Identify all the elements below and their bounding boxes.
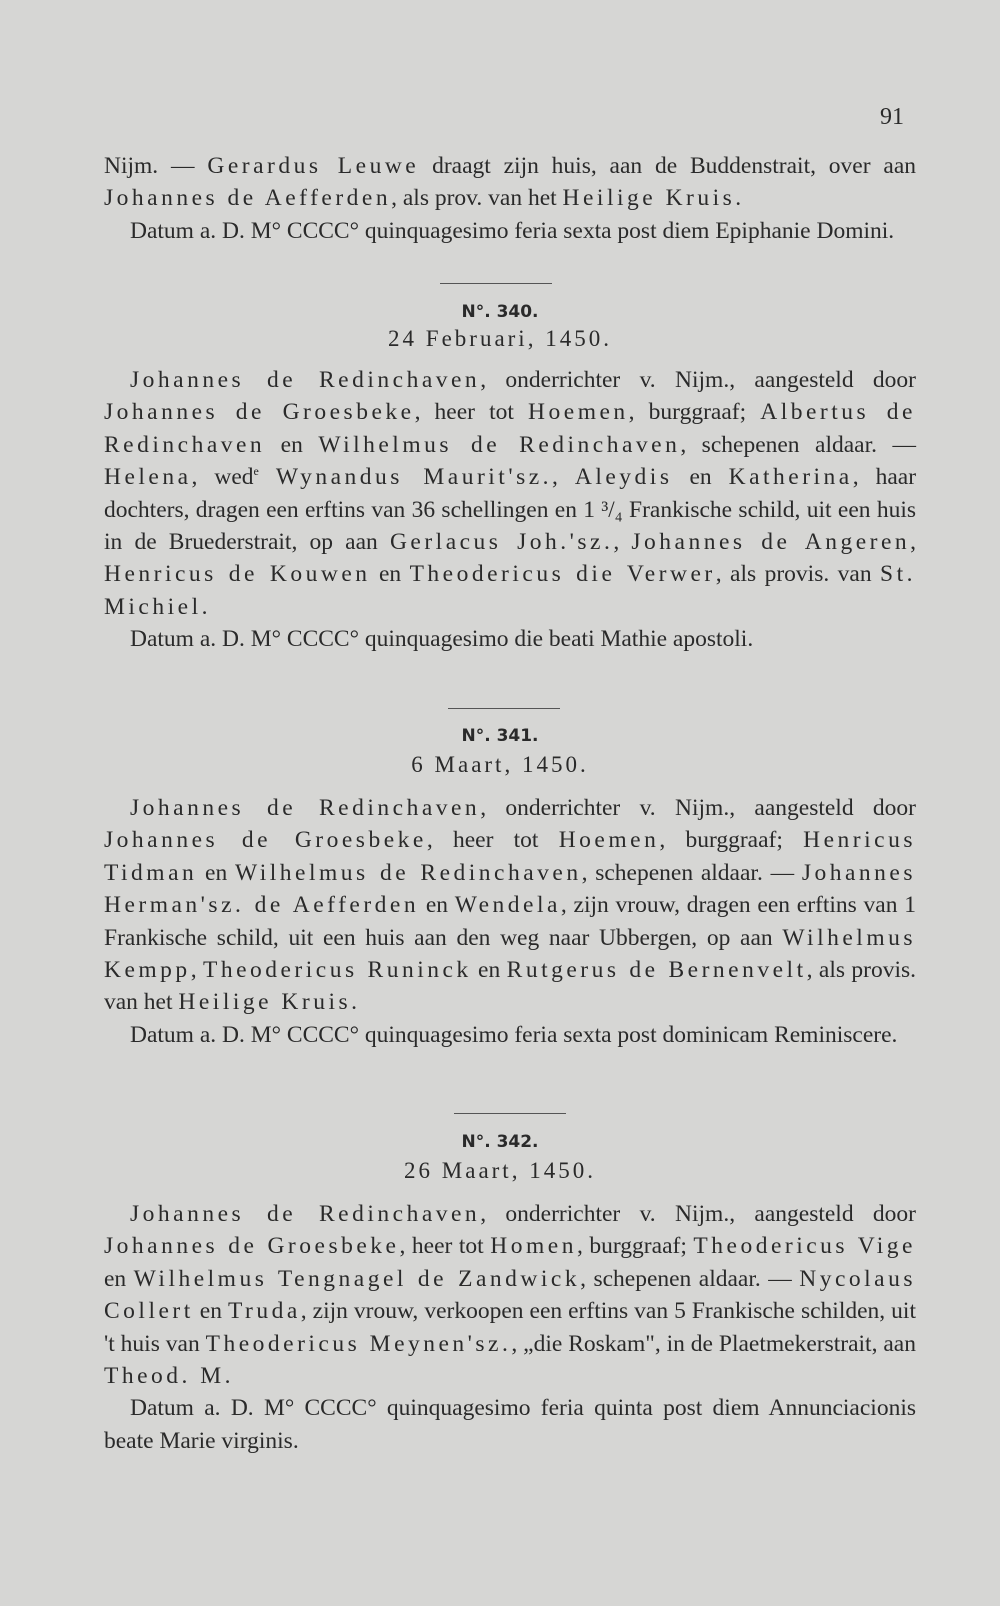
text-run: Frankische schild, uit een huis in de Bruederstrait, op aan	[104, 496, 916, 556]
text-run: en	[471, 957, 507, 984]
text-run: , heer tot	[414, 399, 529, 426]
entry-number: N°. 342.	[461, 1132, 539, 1152]
person-name: Gerlacus Joh.'sz.	[389, 529, 614, 556]
intro-text-part: .	[735, 185, 742, 212]
entry-date: 26 Maart, 1450.	[404, 1158, 596, 1183]
person-name: Johannes Herman'sz. de Aefferden	[104, 859, 917, 919]
intro-datum: Datum a. D. M° CCCC° quinquagesimo feria sexta post diem Epiphanie Domini.	[130, 217, 895, 244]
text-run: en	[197, 859, 235, 886]
person-name: Wilhelmus de Redinchaven	[235, 859, 582, 886]
text-run: en	[193, 1298, 228, 1325]
intro-text	[104, 150, 916, 215]
text-run: en	[672, 464, 729, 491]
text-run: , schepenen aldaar. —	[580, 1265, 800, 1292]
person-name: Johannes de Groesbeke	[104, 399, 415, 426]
person-name: Theodericus Runinck	[202, 957, 472, 984]
person-name: Homen	[490, 1233, 577, 1260]
person-name: Rutgerus de Bernenvelt	[506, 957, 807, 984]
text-run: , heer tot	[399, 1233, 491, 1260]
text-run: , burggraaf;	[576, 1233, 694, 1260]
text-run: e	[253, 464, 259, 479]
text-run: , als provis. van het	[104, 957, 917, 1016]
person-name: Nycolaus Collert	[104, 1265, 917, 1325]
person-name: Johannes de Redinchaven	[130, 367, 481, 393]
text-run: , „die Roskam", in de Plaetmekerstrait, aan	[511, 1330, 916, 1357]
separator-rule	[440, 283, 552, 284]
entry-body	[104, 792, 916, 1019]
person-name: Hoemen	[528, 399, 629, 426]
separator-rule	[454, 1113, 566, 1114]
text-run: ,	[190, 957, 203, 984]
person-name: Theodericus Vige	[693, 1233, 916, 1260]
text-run: , schepenen aldaar. —	[581, 859, 802, 886]
entry-date: 6 Maart, 1450.	[411, 752, 589, 777]
entry-datum: Datum a. D. M° CCCC° quinquagesimo die beati Mathie apostoli.	[130, 626, 754, 653]
person-name: Johannes de Groesbeke	[104, 1233, 400, 1260]
text-run: en	[370, 561, 410, 588]
text-run: ,	[552, 464, 575, 491]
person-name: St. Michiel	[104, 561, 916, 620]
entry-body	[104, 1198, 916, 1392]
text-run: , zijn vrouw, dragen een erftins van 1 Frankische schild, uit een huis aan den weg naar Ubbergen, op aan	[104, 892, 916, 951]
person-name: Wendela	[454, 892, 561, 919]
person-name: Truda	[227, 1298, 301, 1325]
intro-text-part: draagt zijn huis, aan de Buddenstrait, over aan	[419, 153, 916, 179]
text-run: en	[104, 1265, 134, 1292]
person-name: Johannes de Angeren	[631, 529, 911, 556]
person-name: Theodericus Meynen'sz.	[205, 1330, 512, 1357]
intro-name: Johannes de Aefferden	[104, 185, 392, 212]
person-name: Johannes de Redinchaven	[130, 795, 481, 821]
text-run: , zijn vrouw, verkoopen een erftins van 5 Frankische schilden, uit 't huis van	[104, 1298, 916, 1357]
text-run: , wed	[191, 464, 254, 491]
person-name: Johannes de Redinchaven	[130, 1201, 481, 1227]
text-run: , schepenen aldaar. —	[680, 431, 916, 458]
text-run: , heer tot	[426, 827, 559, 854]
person-name: Theod. M.	[104, 1363, 235, 1390]
person-name: Wilhelmus Tengnagel de Zandwick	[133, 1265, 581, 1292]
text-run: , haar dochters, dragen een erftins van 36 schellingen en 1	[104, 464, 917, 523]
entry-number: N°. 341.	[461, 726, 539, 746]
text-run: , burggraaf;	[628, 399, 761, 426]
entry-datum: Datum a. D. M° CCCC° quinquagesimo feria sexta post dominicam Reminiscere.	[130, 1021, 898, 1048]
entry-datum: Datum a. D. M° CCCC° quinquagesimo feria quinta post diem Annunciacionis beate Marie virginis.	[104, 1395, 916, 1454]
person-name: Henricus Tidman	[104, 827, 916, 886]
text-run: ,	[613, 529, 632, 556]
person-name: Helena	[104, 464, 192, 491]
text-run: ,	[910, 529, 917, 556]
page-number: 91	[880, 104, 904, 130]
entry-340-block	[104, 364, 916, 656]
text-run: ³/₄	[601, 496, 623, 522]
person-name: Wynandus Maurit'sz.	[275, 464, 553, 491]
intro-name: Heilige Kruis	[562, 185, 736, 212]
person-name: Aleydis	[574, 464, 673, 491]
text-run: , onderrichter v. Nijm., aangesteld door	[480, 367, 916, 393]
person-name: Heilige Kruis	[178, 989, 352, 1016]
separator-rule	[448, 708, 560, 709]
person-name: Henricus de Kouwen	[104, 561, 371, 588]
entry-date: 24 Februari, 1450.	[388, 326, 612, 351]
text-run: en	[265, 431, 319, 458]
person-name: Katherina	[728, 464, 853, 491]
entry-342-block	[104, 1198, 916, 1457]
person-name: Wilhelmus de Redinchaven	[318, 431, 681, 458]
person-name: Johannes de Groesbeke	[104, 827, 427, 854]
text-run: , als provis. van	[715, 561, 881, 588]
text-run: .	[351, 989, 358, 1016]
entry-body	[104, 364, 916, 623]
text-run: en	[419, 892, 455, 919]
intro-text-part: , als prov. van het	[391, 185, 563, 212]
intro-text-part: Nijm. —	[104, 153, 208, 179]
entry-341-block	[104, 792, 916, 1051]
text-run: , onderrichter v. Nijm., aangesteld door	[480, 1201, 916, 1227]
intro-name: Gerardus Leuwe	[207, 153, 420, 179]
person-name: Hoemen	[558, 827, 660, 854]
intro-block	[104, 150, 916, 247]
person-name: Theodericus die Verwer	[409, 561, 716, 588]
text-run: .	[201, 593, 208, 620]
person-name: Albertus de Redinchaven	[104, 399, 916, 458]
text-run	[259, 464, 276, 490]
text-run: , burggraaf;	[659, 827, 804, 854]
person-name: Wilhelmus Kempp	[104, 924, 916, 984]
text-run: , onderrichter v. Nijm., aangesteld door	[480, 795, 916, 821]
entry-number: N°. 340.	[461, 302, 539, 322]
